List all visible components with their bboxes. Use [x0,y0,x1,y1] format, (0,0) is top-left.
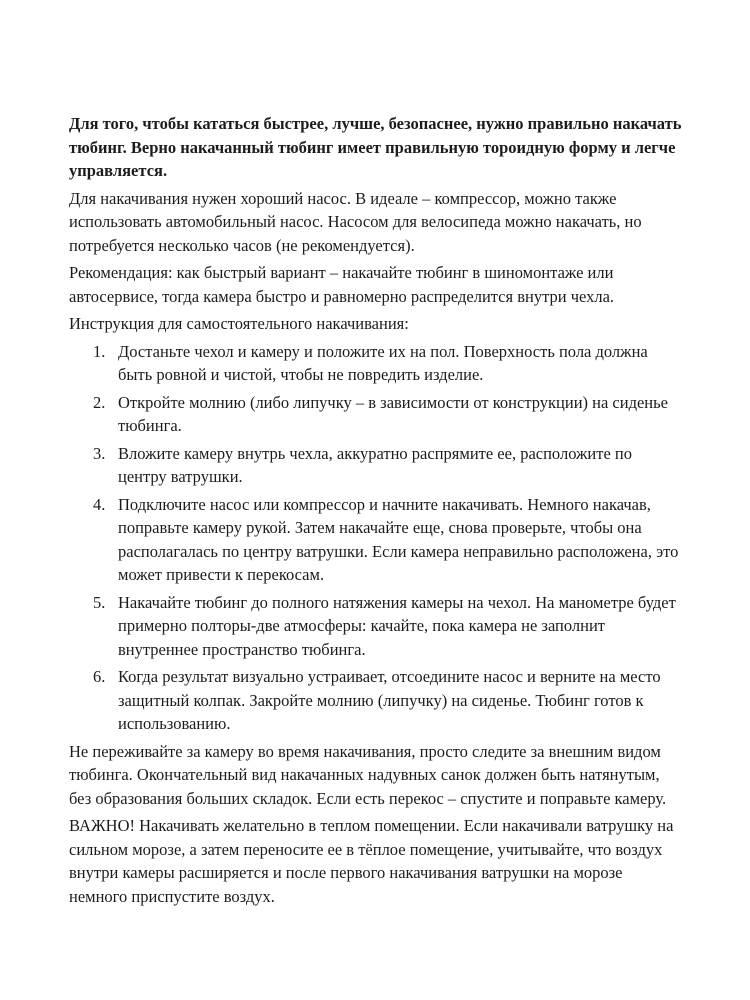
step-item-2: Откройте молнию (либо липучку – в зависимости от конструкции) на сиденье тюбинга. [118,392,668,435]
step-item-4: Подключите насос или компрессор и начните накачивать. Немного накачав, поправьте камеру рукой. Затем накачайте еще, снова проверьте, чтобы она располагалась по центру ватрушки. Если камера неправильно расположена, это может привести к перекосам. [118,494,679,584]
instructions-heading: Инструкция для самостоятельного накачивания: [69,314,409,333]
pump-paragraph: Для накачивания нужен хороший насос. В идеале – компрессор, можно также использовать автомобильный насос. Насосом для велосипеда можно накачать, но потребуется несколько часов (не рекомендуется). [69,188,642,255]
outro-paragraph: Не переживайте за камеру во время накачивания, просто следите за внешним видом тюбинга. Окончательный вид накачанных надувных санок должен быть натянутым, без образования больших складок. Если есть перекос – спустите и поправьте камеру. [69,741,667,808]
step-item-3: Вложите камеру внутрь чехла, аккуратно распрямите ее, расположите по центру ватрушки. [118,443,633,486]
instructions-list [69,340,684,736]
step-item-5: Накачайте тюбинг до полного натяжения камеры на чехол. На манометре будет примерно полторы-две атмосферы: качайте, пока камера не заполнит внутреннее пространство тюбинга. [118,592,676,659]
step-item-6: Когда результат визуально устраивает, отсоедините насос и верните на место защитный колпак. Закройте молнию (липучку) на сиденье. Тюбинг готов к использованию. [118,667,661,733]
recommendation-paragraph: Рекомендация: как быстрый вариант – накачайте тюбинг в шиномонтаже или автосервисе, тогда камера быстро и равномерно распределится внутри чехла. [69,263,615,306]
important-paragraph: ВАЖНО! Накачивать желательно в теплом помещении. Если накачивали ватрушку на сильном морозе, а затем переносите ее в тёплое помещение, учитывайте, что воздух внутри камеры расширяется и после первого накачивания ватрушки на морозе немного приспустите воздух. [69,816,674,906]
intro-paragraph: Для того, чтобы кататься быстрее, лучше, безопаснее, нужно правильно накачать тюбинг. Верно накачанный тюбинг имеет правильную тороидную форму и легче управляется. [69,114,682,180]
step-item-1: Достаньте чехол и камеру и положите их на пол. Поверхность пола должна быть ровной и чистой, чтобы не повредить изделие. [118,341,648,384]
